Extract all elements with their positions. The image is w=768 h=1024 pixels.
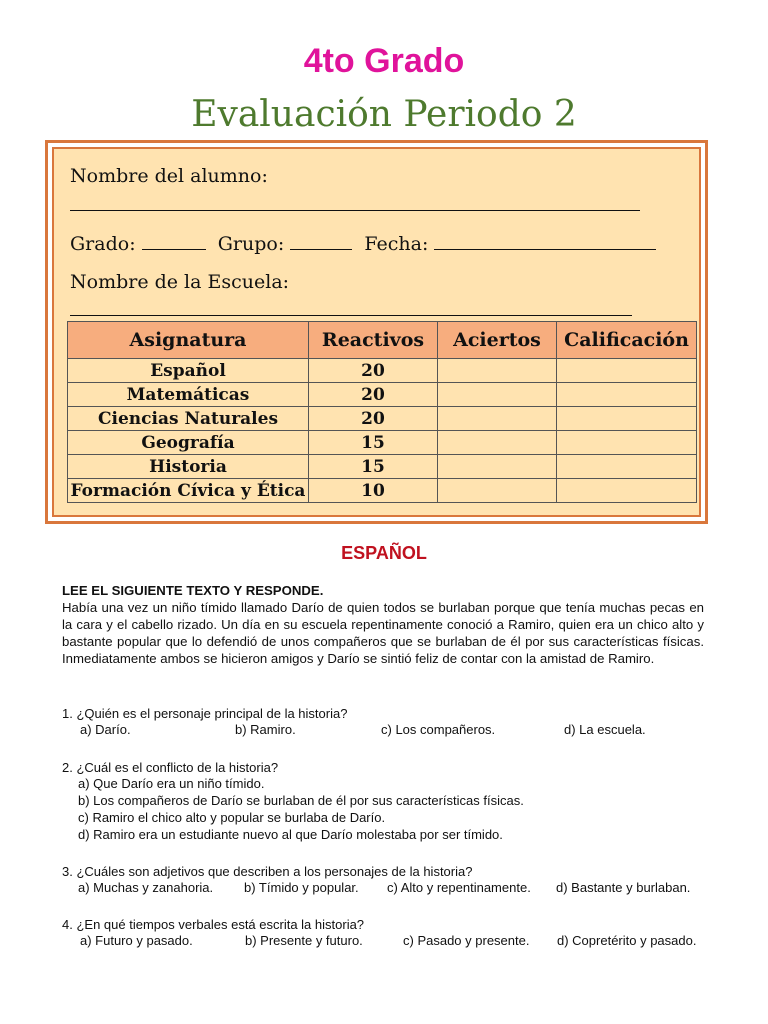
grades-table <box>67 321 697 503</box>
items-cell: 15 <box>309 455 438 479</box>
header-calificacion: Calificación <box>557 322 697 359</box>
correct-cell[interactable] <box>438 455 557 479</box>
student-info-box <box>45 140 708 524</box>
section-title: ESPAÑOL <box>341 543 427 563</box>
header-reactivos: Reactivos <box>309 322 438 359</box>
table-row <box>68 383 697 407</box>
subject-cell: Historia <box>68 455 309 479</box>
grade-cell[interactable] <box>557 359 697 383</box>
question-4: 4. ¿En qué tiempos verbales está escrita la historia? <box>62 917 365 932</box>
q1-option-b[interactable]: b) Ramiro. <box>235 722 296 737</box>
items-cell: 20 <box>309 359 438 383</box>
grade-cell[interactable] <box>557 407 697 431</box>
q2-option-b[interactable]: b) Los compañeros de Darío se burlaban de él por sus características físicas. <box>78 793 524 808</box>
grupo-line[interactable] <box>290 248 352 250</box>
subject-cell: Ciencias Naturales <box>68 407 309 431</box>
q4-option-d[interactable]: d) Copretérito y pasado. <box>557 933 697 948</box>
q4-option-a[interactable]: a) Futuro y pasado. <box>80 933 193 948</box>
question-3: 3. ¿Cuáles son adjetivos que describen a los personajes de la historia? <box>62 864 473 879</box>
fecha-label: Fecha: <box>364 233 429 255</box>
instruction-heading: LEE EL SIGUIENTE TEXTO Y RESPONDE. <box>62 583 324 598</box>
student-name-line[interactable] <box>70 210 640 211</box>
correct-cell[interactable] <box>438 383 557 407</box>
grado-label: Grado: <box>70 233 136 255</box>
items-cell: 15 <box>309 431 438 455</box>
school-name-label: Nombre de la Escuela: <box>70 271 290 293</box>
correct-cell[interactable] <box>438 431 557 455</box>
subject-cell: Geografía <box>68 431 309 455</box>
grade-cell[interactable] <box>557 383 697 407</box>
subject-cell: Formación Cívica y Ética <box>68 479 309 503</box>
table-row <box>68 479 697 503</box>
q4-option-b[interactable]: b) Presente y futuro. <box>245 933 363 948</box>
grupo-label: Grupo: <box>217 233 285 255</box>
q2-option-a[interactable]: a) Que Darío era un niño tímido. <box>78 776 265 791</box>
q2-option-c[interactable]: c) Ramiro el chico alto y popular se burlaba de Darío. <box>78 810 386 825</box>
student-info-panel <box>52 147 701 517</box>
table-row <box>68 455 697 479</box>
q3-option-d[interactable]: d) Bastante y burlaban. <box>556 880 691 895</box>
q1-option-d[interactable]: d) La escuela. <box>564 722 646 737</box>
question-1: 1. ¿Quién es el personaje principal de la historia? <box>62 706 348 721</box>
grade-cell[interactable] <box>557 431 697 455</box>
q3-option-a[interactable]: a) Muchas y zanahoria. <box>78 880 214 895</box>
q3-option-b[interactable]: b) Tímido y popular. <box>244 880 359 895</box>
correct-cell[interactable] <box>438 479 557 503</box>
items-cell: 20 <box>309 383 438 407</box>
q2-option-d[interactable]: d) Ramiro era un estudiante nuevo al que Darío molestaba por ser tímido. <box>78 827 503 842</box>
grado-line[interactable] <box>142 248 206 250</box>
reading-passage <box>62 582 704 667</box>
table-row <box>68 431 697 455</box>
table-row <box>68 407 697 431</box>
q4-option-c[interactable]: c) Pasado y presente. <box>403 933 530 948</box>
header-asignatura: Asignatura <box>68 322 309 359</box>
q3-option-c[interactable]: c) Alto y repentinamente. <box>387 880 531 895</box>
evaluation-title: Evaluación Periodo 2 <box>191 94 577 135</box>
subject-cell: Matemáticas <box>68 383 309 407</box>
subject-cell: Español <box>68 359 309 383</box>
grade-cell[interactable] <box>557 479 697 503</box>
fecha-line[interactable] <box>434 248 656 250</box>
header-aciertos: Aciertos <box>438 322 557 359</box>
school-name-line[interactable] <box>70 315 632 316</box>
q1-option-a[interactable]: a) Darío. <box>80 722 131 737</box>
grade-title: 4to Grado <box>303 42 465 80</box>
grade-cell[interactable] <box>557 455 697 479</box>
q1-option-c[interactable]: c) Los compañeros. <box>381 722 496 737</box>
grades-table-header <box>68 322 697 359</box>
items-cell: 10 <box>309 479 438 503</box>
student-name-label: Nombre del alumno: <box>70 165 268 187</box>
grado-grupo-fecha-row <box>70 233 656 255</box>
question-2: 2. ¿Cuál es el conflicto de la historia? <box>62 760 279 775</box>
correct-cell[interactable] <box>438 407 557 431</box>
table-row <box>68 359 697 383</box>
items-cell: 20 <box>309 407 438 431</box>
passage-text: Había una vez un niño tímido llamado Darío de quien todos se burlaban porque que tenía muchas pecas en la cara y el cabello rizado. Un día en su escuela repentinamente conoció a Ramiro, quien era un chico alto y bastante popular que lo defendió de unos compañeros que se burlaban de él por sus características físicas. Inmediatamente ambos se hicieron amigos y Darío se sintió feliz de contar con la amistad de Ramiro. <box>62 600 704 666</box>
correct-cell[interactable] <box>438 359 557 383</box>
